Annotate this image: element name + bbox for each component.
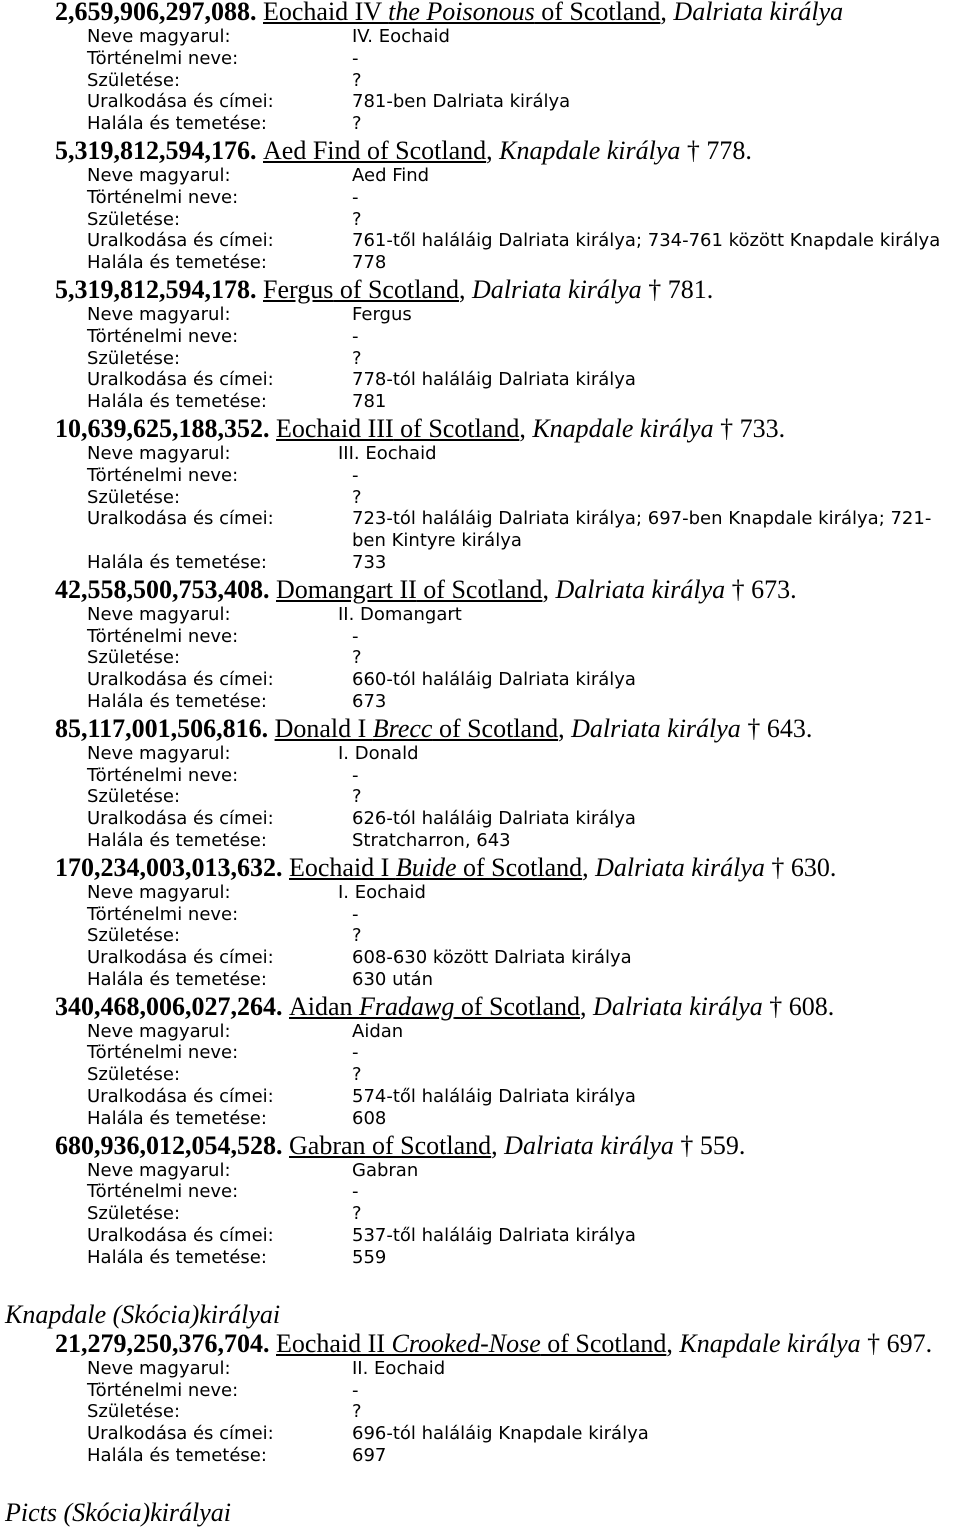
section-heading-picts: Picts (Skócia)királyai: [5, 1497, 231, 1527]
field-row: [0, 348, 960, 370]
entry: [0, 854, 960, 991]
person-link[interactable]: [275, 714, 559, 743]
person-title: Dalriata királya: [593, 991, 763, 1021]
field-label: Neve magyarul:: [87, 26, 231, 47]
person-suffix[interactable]: of Scotland: [540, 1328, 667, 1358]
field-row: [0, 230, 960, 252]
field-row: [0, 765, 960, 787]
person-suffix[interactable]: of Scotland: [432, 713, 559, 743]
field-value: ?: [352, 208, 362, 230]
field-value: -: [352, 1379, 359, 1401]
person-title: Dalriata királya: [555, 574, 726, 604]
person-link[interactable]: [276, 414, 519, 443]
field-value: 626-tól haláláig Dalriata királya: [352, 808, 636, 830]
field-value: 778: [352, 252, 387, 274]
field-label: Történelmi neve:: [87, 625, 239, 647]
field-label: Történelmi neve:: [87, 1379, 239, 1401]
person-title: Knapdale királya: [499, 135, 681, 165]
person-name[interactable]: Donald I: [274, 713, 373, 743]
person-link[interactable]: [289, 853, 582, 882]
person-link[interactable]: [263, 275, 459, 304]
field-row: [0, 691, 960, 713]
field-row: [0, 165, 960, 187]
field-value: I. Donald: [338, 742, 419, 764]
field-row: [0, 391, 960, 413]
person-title: Knapdale királya: [532, 413, 714, 443]
field-value: 574-től haláláig Dalriata királya: [352, 1086, 636, 1108]
field-label: Halála és temetése:: [87, 391, 267, 413]
person-title: Dalriata királya: [504, 1130, 674, 1160]
field-label: Uralkodása és címei:: [87, 808, 274, 830]
field-value: I. Eochaid: [338, 881, 426, 903]
field-value: 696-tól haláláig Knapdale királya: [352, 1423, 649, 1445]
field-row: [0, 743, 960, 765]
field-value: ?: [352, 647, 362, 669]
field-row: [0, 1181, 960, 1203]
field-value: II. Domangart: [338, 603, 462, 625]
person-link[interactable]: [289, 992, 580, 1021]
field-row: [0, 1086, 960, 1108]
field-label: Neve magyarul:: [87, 1020, 231, 1042]
person-name[interactable]: Domangart II: [276, 574, 417, 604]
entry-header: [0, 854, 960, 882]
field-row: [0, 113, 960, 135]
title-separator: ,: [580, 991, 594, 1021]
field-row: [0, 1160, 960, 1182]
entry-number: 21,279,250,376,704.: [55, 1328, 270, 1358]
person-title: Knapdale királya: [679, 1328, 861, 1358]
field-label: Halála és temetése:: [87, 113, 267, 135]
entry-number: 10,639,625,188,352.: [55, 413, 270, 443]
field-value: ?: [352, 69, 362, 91]
field-value: ?: [352, 1064, 362, 1086]
field-label: Születése:: [87, 347, 181, 369]
person-name[interactable]: Aed Find: [263, 135, 361, 165]
person-name[interactable]: Eochaid IV: [263, 0, 389, 26]
field-value: ?: [352, 113, 362, 135]
field-value: Stratcharron, 643: [352, 829, 511, 851]
field-label: Születése:: [87, 647, 181, 669]
field-value: ?: [352, 347, 362, 369]
field-label: Történelmi neve:: [87, 903, 239, 925]
person-epithet[interactable]: Fradawg: [359, 991, 455, 1021]
person-title: Dalriata királya: [471, 274, 642, 304]
field-value: -: [352, 325, 359, 347]
field-value: II. Eochaid: [352, 1357, 446, 1379]
field-row: [0, 1380, 960, 1402]
entry-header: [0, 1132, 960, 1160]
title-separator: ,: [666, 1328, 680, 1358]
person-link[interactable]: [276, 1329, 666, 1358]
entry: [0, 993, 960, 1130]
field-label: Uralkodása és címei:: [87, 1225, 274, 1247]
field-value: 673: [352, 690, 387, 712]
death-date: † 643.: [747, 713, 813, 743]
field-value: ?: [352, 786, 362, 808]
field-label: Születése:: [87, 1203, 181, 1225]
person-link[interactable]: [263, 136, 486, 165]
field-row: [0, 647, 960, 669]
field-label: Halála és temetése:: [87, 1107, 267, 1129]
field-value: 781: [352, 391, 387, 413]
person-name[interactable]: Fergus: [263, 274, 334, 304]
field-row: [0, 1108, 960, 1130]
entry-header: [0, 415, 960, 443]
field-row: [0, 508, 960, 552]
person-epithet[interactable]: Buide: [395, 852, 457, 882]
field-row: [0, 1445, 960, 1467]
person-suffix[interactable]: of Scotland: [456, 852, 583, 882]
title-separator: ,: [582, 852, 596, 882]
field-row: [0, 1021, 960, 1043]
field-row: [0, 1042, 960, 1064]
entry-header: [0, 0, 960, 26]
field-value: IV. Eochaid: [352, 26, 450, 47]
entry-number: 42,558,500,753,408.: [55, 574, 270, 604]
field-value: -: [352, 625, 359, 647]
person-suffix[interactable]: of Scotland: [365, 1130, 492, 1160]
field-label: Uralkodása és címei:: [87, 230, 274, 252]
field-value: ?: [352, 486, 362, 508]
field-value: 761-től haláláig Dalriata királya; 734-761 között Knapdale királya: [352, 230, 941, 252]
entry-number: 5,319,812,594,178.: [55, 274, 257, 304]
person-name[interactable]: Eochaid I: [289, 852, 396, 882]
field-value: Gabran: [352, 1159, 419, 1181]
field-value: -: [352, 47, 359, 69]
person-name[interactable]: Eochaid II: [276, 1328, 392, 1358]
death-date: † 781.: [648, 274, 714, 304]
field-row: [0, 369, 960, 391]
field-value: 559: [352, 1246, 387, 1268]
death-date: † 559.: [680, 1130, 746, 1160]
title-separator: ,: [558, 713, 572, 743]
field-label: Uralkodása és címei:: [87, 947, 274, 969]
field-label: Neve magyarul:: [87, 603, 231, 625]
field-row: [0, 626, 960, 648]
field-label: Neve magyarul:: [87, 742, 231, 764]
death-date: † 673.: [731, 574, 797, 604]
field-value: 733: [352, 551, 387, 573]
field-label: Halála és temetése:: [87, 690, 267, 712]
person-suffix[interactable]: of Scotland: [333, 274, 459, 304]
field-row: [0, 1401, 960, 1423]
entry-header: [0, 576, 960, 604]
field-row: [0, 1358, 960, 1380]
field-value: -: [352, 764, 359, 786]
field-value: 608-630 között Dalriata királya: [352, 947, 632, 969]
person-epithet[interactable]: Brecc: [372, 713, 433, 743]
title-separator: ,: [458, 274, 472, 304]
field-value: 608: [352, 1107, 387, 1129]
person-title: Dalriata királya: [673, 0, 844, 26]
entry: [0, 1330, 960, 1467]
field-label: Neve magyarul:: [87, 442, 231, 464]
field-value: -: [352, 186, 359, 208]
field-row: [0, 552, 960, 574]
field-label: Születése:: [87, 486, 181, 508]
field-value: -: [352, 1181, 359, 1203]
field-row: [0, 1247, 960, 1269]
person-suffix[interactable]: of Scotland: [534, 0, 661, 26]
field-value: 537-től haláláig Dalriata királya: [352, 1225, 636, 1247]
title-separator: ,: [542, 574, 556, 604]
field-row: [0, 969, 960, 991]
death-date: † 697.: [867, 1328, 933, 1358]
field-row: [0, 925, 960, 947]
person-link[interactable]: [276, 575, 542, 604]
entry-number: 170,234,003,013,632.: [55, 852, 283, 882]
field-row: [0, 91, 960, 113]
person-suffix[interactable]: of Scotland: [416, 574, 543, 604]
entry-number: 680,936,012,054,528.: [55, 1130, 283, 1160]
field-row: [0, 304, 960, 326]
entry-header: [0, 276, 960, 304]
field-value: ?: [352, 1203, 362, 1225]
person-name[interactable]: Gabran: [289, 1130, 366, 1160]
field-row: [0, 882, 960, 904]
field-label: Születése:: [87, 925, 181, 947]
field-value: 781-ben Dalriata királya: [352, 91, 571, 113]
entry-header: [0, 993, 960, 1021]
entry-number: 2,659,906,297,088.: [55, 0, 257, 26]
person-name[interactable]: Aidan: [289, 991, 360, 1021]
death-date: † 630.: [771, 852, 837, 882]
field-label: Uralkodása és címei:: [87, 369, 274, 391]
person-epithet[interactable]: the Poisonous: [388, 0, 535, 26]
field-label: Uralkodása és címei:: [87, 91, 274, 113]
entry-number: 5,319,812,594,176.: [55, 135, 257, 165]
field-row: [0, 808, 960, 830]
field-row: [0, 26, 960, 48]
title-separator: ,: [491, 1130, 505, 1160]
field-value: -: [352, 903, 359, 925]
field-value: Aed Find: [352, 164, 430, 186]
entry-number: 85,117,001,506,816.: [55, 713, 269, 743]
field-label: Történelmi neve:: [87, 325, 239, 347]
field-label: Történelmi neve:: [87, 1181, 239, 1203]
entry: [0, 137, 960, 274]
entry: [0, 715, 960, 852]
field-label: Halála és temetése:: [87, 829, 267, 851]
field-value: 697: [352, 1445, 387, 1467]
section-heading-knapdale: Knapdale (Skócia)királyai: [5, 1299, 281, 1329]
entry-number: 340,468,006,027,264.: [55, 991, 283, 1021]
person-epithet[interactable]: Crooked-Nose: [391, 1328, 541, 1358]
person-name[interactable]: Eochaid III: [276, 413, 394, 443]
field-label: Születése:: [87, 1064, 181, 1086]
entry-header: [0, 715, 960, 743]
field-row: [0, 443, 960, 465]
person-suffix[interactable]: of Scotland: [360, 135, 487, 165]
person-title: Dalriata királya: [595, 852, 765, 882]
title-separator: ,: [519, 413, 533, 443]
person-title: Dalriata királya: [571, 713, 741, 743]
field-row: [0, 1203, 960, 1225]
field-label: Halála és temetése:: [87, 1246, 267, 1268]
field-row: [0, 70, 960, 92]
person-link[interactable]: [263, 0, 660, 26]
entry: [0, 415, 960, 574]
field-label: Történelmi neve:: [87, 47, 239, 69]
field-label: Születése:: [87, 69, 181, 91]
field-label: Halála és temetése:: [87, 1445, 267, 1467]
field-label: Halála és temetése:: [87, 252, 267, 274]
field-label: Neve magyarul:: [87, 303, 231, 325]
field-row: [0, 786, 960, 808]
field-value: 660-tól haláláig Dalriata királya: [352, 669, 636, 691]
field-row: [0, 669, 960, 691]
field-row: [0, 252, 960, 274]
death-date: † 733.: [720, 413, 786, 443]
field-row: [0, 604, 960, 626]
field-value: -: [352, 1042, 359, 1064]
title-separator: ,: [660, 0, 674, 26]
field-label: Halála és temetése:: [87, 968, 267, 990]
field-value: 630 után: [352, 968, 433, 990]
field-row: [0, 904, 960, 926]
entry: [0, 0, 960, 135]
field-label: Születése:: [87, 1401, 181, 1423]
field-label: Történelmi neve:: [87, 464, 239, 486]
field-value: 723-tól haláláig Dalriata királya; 697-ben Knapdale királya; 721-ben Kintyre királya: [352, 508, 932, 552]
field-label: Történelmi neve:: [87, 764, 239, 786]
field-label: Születése:: [87, 208, 181, 230]
field-value: ?: [352, 925, 362, 947]
field-label: Uralkodása és címei:: [87, 669, 274, 691]
field-label: Uralkodása és címei:: [87, 1086, 274, 1108]
field-label: Neve magyarul:: [87, 881, 231, 903]
field-value: Fergus: [352, 303, 412, 325]
entry: [0, 1132, 960, 1269]
field-row: [0, 1225, 960, 1247]
field-row: [0, 465, 960, 487]
field-row: [0, 326, 960, 348]
field-label: Neve magyarul:: [87, 164, 231, 186]
entry: [0, 276, 960, 413]
field-label: Uralkodása és címei:: [87, 508, 274, 530]
entry-header: [0, 1330, 960, 1358]
field-label: Neve magyarul:: [87, 1159, 231, 1181]
entry: [0, 576, 960, 713]
field-value: -: [352, 464, 359, 486]
field-row: [0, 187, 960, 209]
field-value: ?: [352, 1401, 362, 1423]
entry-header: [0, 137, 960, 165]
person-suffix[interactable]: of Scotland: [393, 413, 520, 443]
person-link[interactable]: [289, 1131, 491, 1160]
field-value: III. Eochaid: [338, 442, 437, 464]
death-date: † 778.: [686, 135, 752, 165]
title-separator: ,: [486, 135, 500, 165]
field-row: [0, 830, 960, 852]
field-label: Neve magyarul:: [87, 1357, 231, 1379]
field-row: [0, 1064, 960, 1086]
field-row: [0, 947, 960, 969]
field-row: [0, 209, 960, 231]
field-value: 778-tól haláláig Dalriata királya: [352, 369, 636, 391]
field-value: Aidan: [352, 1020, 404, 1042]
field-label: Történelmi neve:: [87, 186, 239, 208]
field-label: Uralkodása és címei:: [87, 1423, 274, 1445]
person-suffix[interactable]: of Scotland: [454, 991, 581, 1021]
field-row: [0, 487, 960, 509]
field-row: [0, 1423, 960, 1445]
field-row: [0, 48, 960, 70]
death-date: † 608.: [769, 991, 835, 1021]
field-label: Halála és temetése:: [87, 551, 267, 573]
field-label: Születése:: [87, 786, 181, 808]
field-label: Történelmi neve:: [87, 1042, 239, 1064]
